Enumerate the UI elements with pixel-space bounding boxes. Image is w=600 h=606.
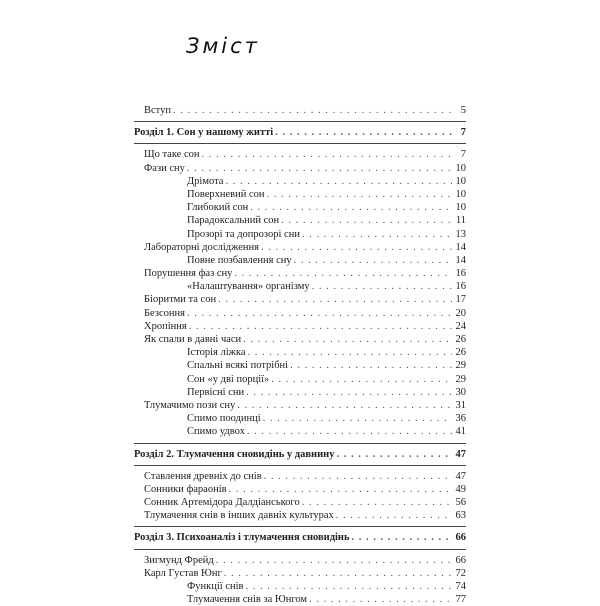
toc-leader-dots (302, 228, 452, 241)
toc-leader-dots (189, 320, 452, 333)
toc-leader-dots (294, 254, 452, 267)
toc-entry-page: 66 (455, 532, 466, 544)
toc-leader-dots (187, 162, 452, 175)
toc-entry-page: 47 (455, 448, 466, 460)
toc-entry-label: Тлумачення снів в інших давніх культурах (144, 510, 334, 522)
toc-entry (134, 359, 466, 372)
toc-entry-label: Первісні сни (187, 386, 245, 398)
toc-leader-dots (264, 470, 452, 483)
toc-entry (134, 470, 466, 483)
toc-entry (134, 267, 466, 280)
toc-entry-page: 47 (455, 470, 466, 482)
toc-entry-label: Хропіння (144, 320, 187, 332)
toc-entry (134, 399, 466, 412)
toc-leader-dots (202, 148, 453, 161)
toc-entry-label: Біоритми та сон (144, 294, 217, 306)
toc-entry-label: Функції снів (187, 581, 244, 592)
toc-leader-dots (229, 483, 452, 496)
toc-entry (134, 307, 466, 320)
toc-entry (134, 554, 466, 567)
toc-entry-page: 20 (455, 307, 466, 319)
toc-entry (134, 188, 466, 201)
toc-leader-dots (225, 175, 452, 188)
toc-leader-dots (246, 386, 452, 399)
toc-entry-page: 56 (455, 497, 466, 509)
toc-entry-page: 14 (455, 254, 466, 266)
toc-entry-page: 26 (455, 334, 466, 345)
toc-entry-label: Зигмунд Фрейд (144, 554, 214, 566)
toc-entry-page: 66 (455, 554, 466, 566)
toc-entry-page: 30 (455, 386, 466, 398)
toc-entry-label: Сон «у дві порції» (187, 373, 270, 385)
toc-entry-page: 74 (455, 581, 466, 592)
toc-entry-page: 36 (455, 413, 466, 425)
toc-entry-page: 41 (455, 426, 466, 438)
toc-entry-page: 72 (455, 567, 466, 579)
toc-entry-page: 77 (455, 594, 466, 606)
toc-entry-page: 10 (455, 188, 466, 200)
toc-entry (134, 320, 466, 333)
toc-entry-label: Ставлення древніх до снів (144, 470, 262, 482)
toc-entry-page: 11 (455, 215, 466, 227)
toc-entry-page: 49 (455, 483, 466, 495)
toc-leader-dots (234, 267, 452, 280)
page-title: Зміст (186, 34, 260, 58)
toc-entry (134, 531, 466, 544)
section-divider (134, 443, 466, 444)
toc-leader-dots (336, 448, 452, 461)
section-divider (134, 121, 466, 122)
toc-entry-page: 26 (455, 347, 466, 359)
toc-entry (134, 280, 466, 293)
toc-leader-dots (243, 333, 452, 346)
toc-leader-dots (267, 188, 452, 201)
toc-entry-page: 16 (455, 268, 466, 280)
section-divider (134, 526, 466, 527)
toc-entry-label: Поверхневий сон (187, 188, 265, 200)
toc-entry (134, 425, 466, 438)
toc-entry (134, 293, 466, 306)
toc-leader-dots (263, 412, 452, 425)
toc-entry-page: 16 (455, 281, 466, 293)
section-divider (134, 143, 466, 144)
toc-entry-page: 13 (455, 228, 466, 240)
toc-entry (134, 126, 466, 139)
toc-leader-dots (312, 280, 452, 293)
toc-entry-page: 29 (455, 360, 466, 372)
toc-entry-label: Спальні всякі потрібні (187, 360, 289, 372)
toc-entry (134, 228, 466, 241)
toc-entry (134, 412, 466, 425)
toc-entry-label: Прозорі та допрозорі сни (187, 228, 300, 240)
toc-leader-dots (290, 359, 452, 372)
toc-entry-label: Повне позбавлення сну (187, 254, 292, 266)
toc-entry (134, 175, 466, 188)
toc-entry (134, 201, 466, 214)
toc-entry-page: 7 (460, 149, 466, 161)
toc-entry-label: Безсоння (144, 307, 185, 319)
toc-entry (134, 483, 466, 496)
toc-entry-label: Дрімота (187, 175, 224, 187)
toc-entry (134, 254, 466, 267)
toc-entry-label: Фази сну (144, 162, 185, 174)
toc-entry-page: 10 (455, 202, 466, 214)
toc-leader-dots (247, 425, 452, 438)
toc-entry (134, 148, 466, 161)
toc-leader-dots (246, 580, 453, 593)
toc-entry-label: Парадоксальний сон (187, 215, 280, 227)
toc-entry-label: Як спали в давні часи (144, 334, 242, 345)
toc-entry (134, 346, 466, 359)
toc-leader-dots (173, 104, 452, 117)
toc-leader-dots (275, 126, 452, 139)
toc-entry-label: Карл Густав Юнг (144, 567, 222, 579)
toc-entry (134, 241, 466, 254)
toc-entry-label: Сонники фараонів (144, 483, 227, 495)
toc-entry-page: 10 (455, 162, 466, 174)
toc-entry-label: «Налаштування» організму (187, 281, 310, 293)
toc-entry-label: Глибокий сон (187, 202, 249, 214)
toc-entry (134, 104, 466, 117)
toc-entry-label: Що таке сон (144, 149, 200, 161)
toc-leader-dots (187, 307, 452, 320)
toc-entry (134, 496, 466, 509)
toc-entry-label: Тлумачення снів за Юнгом (187, 594, 308, 606)
toc-leader-dots (336, 509, 452, 522)
toc-entry-page: 24 (455, 320, 466, 332)
toc-entry-page: 7 (460, 127, 466, 139)
toc-entry (134, 333, 466, 346)
toc-leader-dots (248, 346, 453, 359)
toc-entry (134, 448, 466, 461)
toc-entry-label: Тлумачимо пози сну (144, 399, 236, 411)
toc-entry-page: 10 (455, 175, 466, 187)
toc-leader-dots (261, 241, 452, 254)
toc-entry-label: Розділ 2. Тлумачення сновидінь у давнину (134, 448, 335, 460)
toc-leader-dots (218, 293, 452, 306)
toc-entry-page: 17 (455, 294, 466, 306)
toc-entry (134, 509, 466, 522)
toc-entry-page: 14 (455, 241, 466, 253)
toc-entry (134, 162, 466, 175)
toc-entry (134, 214, 466, 227)
table-of-contents (134, 104, 466, 606)
toc-leader-dots (237, 399, 452, 412)
toc-leader-dots (216, 554, 452, 567)
toc-leader-dots (352, 531, 452, 544)
toc-entry (134, 567, 466, 580)
toc-entry-label: Історія ліжка (187, 347, 246, 359)
toc-entry-label: Порушення фаз сну (144, 268, 233, 280)
toc-entry-page: 63 (455, 510, 466, 522)
toc-entry (134, 386, 466, 399)
toc-entry-page: 29 (455, 373, 466, 385)
toc-entry-label: Сонник Артемідора Далдіанського (144, 497, 300, 509)
toc-entry-label: Вступ (144, 105, 171, 116)
toc-entry-label: Лабораторні дослідження (144, 241, 259, 253)
toc-leader-dots (281, 214, 452, 227)
section-divider (134, 465, 466, 466)
toc-entry-label: Спимо удвох (187, 426, 245, 438)
toc-leader-dots (302, 496, 452, 509)
toc-entry (134, 373, 466, 386)
toc-entry-label: Розділ 3. Психоаналіз і тлумачення сновидінь (134, 532, 350, 544)
section-divider (134, 549, 466, 550)
toc-entry-label: Спимо поодинці (187, 413, 261, 425)
toc-entry-page: 31 (455, 399, 466, 411)
toc-entry-page: 5 (460, 105, 466, 116)
toc-leader-dots (224, 567, 452, 580)
toc-entry (134, 580, 466, 593)
toc-leader-dots (250, 201, 452, 214)
toc-leader-dots (271, 373, 452, 386)
toc-entry-label: Розділ 1. Сон у нашому житті (134, 127, 274, 139)
